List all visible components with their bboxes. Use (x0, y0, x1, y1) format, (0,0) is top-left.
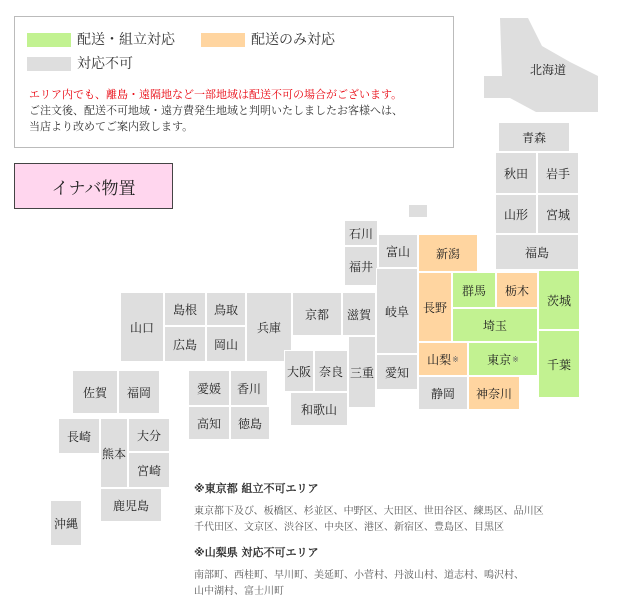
pref-akita: 秋田 (495, 152, 537, 194)
yamanashi-note-title: ※山梨県 対応不可エリア (194, 546, 319, 559)
pref-shiga: 滋賀 (342, 292, 376, 336)
pref-okayama: 岡山 (206, 326, 246, 362)
pref-nara: 奈良 (314, 350, 348, 392)
pref-yamagata: 山形 (495, 194, 537, 234)
pref-yamaguchi: 山口 (120, 292, 164, 362)
pref-gifu: 岐阜 (376, 268, 418, 354)
legend-note-line2: 当店より改めてご案内致します。 (29, 120, 194, 133)
pref-wakayama: 和歌山 (290, 392, 348, 426)
company-label: イナバ物置 (14, 163, 173, 209)
pref-miyagi: 宮城 (537, 194, 579, 234)
pref-ishikawa: 石川 (344, 220, 378, 246)
pref-kagoshima: 鹿児島 (100, 488, 162, 522)
yamanashi-note-mark: ※ (452, 354, 459, 364)
legend-label-assembly: 配送・組立対応 (77, 32, 175, 48)
legend-note-line1: ご注文後、配送不可地域・遠方費発生地域と判明いたしましたお客様へは、 (29, 104, 403, 117)
legend-note-warning: エリア内でも、離島・遠隔地など一部地域は配送不可の場合がございます。 (29, 88, 403, 101)
yamanashi-note-line1: 南部町、西桂町、早川町、美延町、小菅村、丹波山村、道志村、鳴沢村、 (194, 570, 524, 581)
legend-swatch-unavailable (27, 57, 71, 71)
pref-ibaraki: 茨城 (538, 270, 580, 330)
pref-tottori: 鳥取 (206, 292, 246, 326)
pref-gunma: 群馬 (452, 272, 496, 308)
pref-fukushima: 福島 (495, 234, 579, 270)
legend-swatch-assembly (27, 33, 71, 47)
pref-hyogo: 兵庫 (246, 292, 292, 362)
pref-toyama: 富山 (378, 234, 418, 268)
pref-yamanashi-label: 山梨 (427, 352, 452, 367)
legend-label-delivery: 配送のみ対応 (251, 32, 335, 48)
pref-nagasaki: 長崎 (58, 418, 100, 454)
pref-kyoto: 京都 (292, 292, 342, 336)
pref-oita: 大分 (128, 418, 170, 452)
tokyo-note-mark: ※ (512, 354, 519, 364)
pref-kagawa: 香川 (230, 370, 268, 406)
legend-label-unavailable: 対応不可 (77, 56, 133, 72)
pref-osaka: 大阪 (284, 350, 314, 392)
sado-island (408, 204, 428, 218)
tokyo-note-line1: 東京都下及び、板橋区、杉並区、中野区、大田区、世田谷区、練馬区、品川区 (194, 506, 544, 517)
pref-fukui: 福井 (344, 246, 378, 286)
pref-ehime: 愛媛 (188, 370, 230, 406)
pref-yamanashi (418, 342, 468, 376)
pref-tokushima: 徳島 (230, 406, 270, 440)
pref-shizuoka: 静岡 (418, 376, 468, 410)
pref-tochigi: 栃木 (496, 272, 538, 308)
pref-nagano: 長野 (418, 272, 452, 342)
pref-kochi: 高知 (188, 406, 230, 440)
pref-chiba: 千葉 (538, 330, 580, 398)
pref-iwate: 岩手 (537, 152, 579, 194)
pref-tokyo (468, 342, 538, 376)
pref-kanagawa: 神奈川 (468, 376, 520, 410)
pref-mie: 三重 (348, 336, 376, 408)
pref-hiroshima: 広島 (164, 326, 206, 362)
pref-hokkaido: 北海道 (529, 62, 566, 77)
legend-box (14, 16, 454, 148)
pref-aomori: 青森 (498, 122, 570, 152)
pref-okinawa: 沖縄 (50, 500, 82, 546)
pref-saga: 佐賀 (72, 370, 118, 414)
pref-shimane: 島根 (164, 292, 206, 326)
pref-saitama: 埼玉 (452, 308, 538, 342)
pref-miyazaki: 宮崎 (128, 452, 170, 488)
legend-swatch-delivery (201, 33, 245, 47)
pref-niigata: 新潟 (418, 234, 478, 272)
pref-aichi: 愛知 (376, 354, 418, 390)
yamanashi-note-line2: 山中湖村、富士川町 (194, 586, 284, 597)
pref-fukuoka: 福岡 (118, 370, 160, 414)
pref-kumamoto: 熊本 (100, 418, 128, 488)
pref-tokyo-label: 東京 (487, 352, 512, 367)
tokyo-note-line2: 千代田区、文京区、渋谷区、中央区、港区、新宿区、豊島区、目黒区 (194, 522, 504, 533)
tokyo-note-title: ※東京都 組立不可エリア (194, 482, 319, 495)
